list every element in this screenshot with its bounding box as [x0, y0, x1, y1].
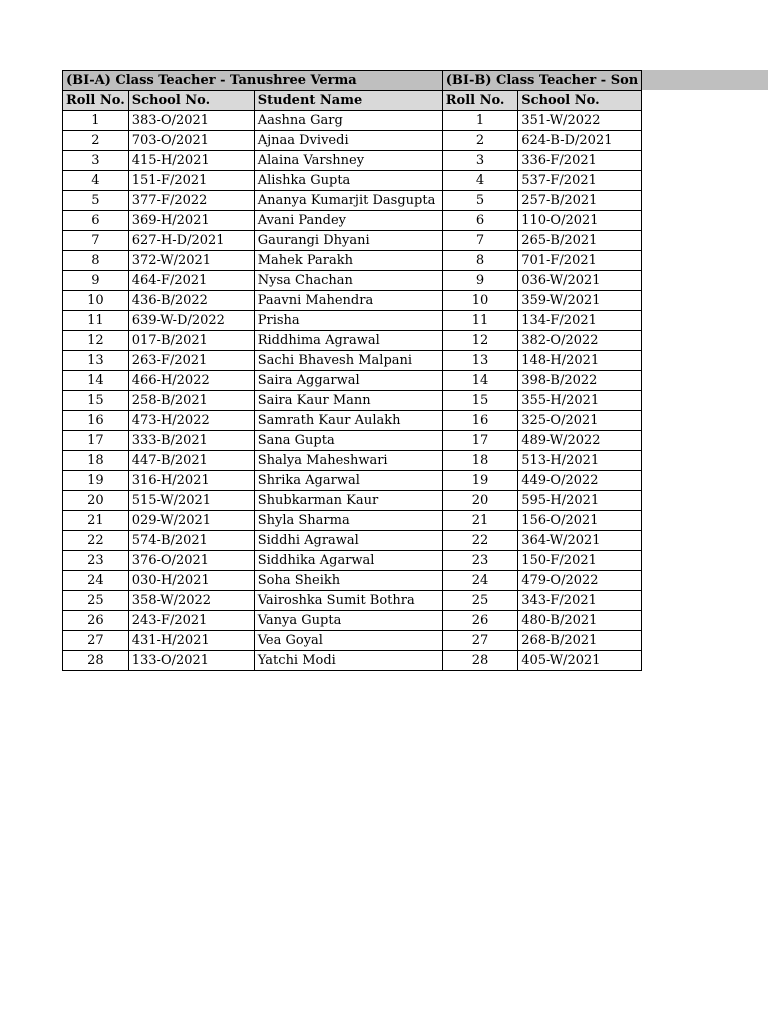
school-a-cell: 376-O/2021	[128, 551, 254, 571]
student-name-cell: Sachi Bhavesh Malpani	[254, 351, 442, 371]
roll-b-cell: 18	[442, 451, 517, 471]
roll-b-cell: 20	[442, 491, 517, 511]
col-header-name-a: Student Name	[254, 91, 442, 111]
roll-b-cell: 14	[442, 371, 517, 391]
school-a-cell: 369-H/2021	[128, 211, 254, 231]
table-row	[63, 251, 642, 271]
roll-a-cell: 8	[63, 251, 129, 271]
roll-b-cell: 27	[442, 631, 517, 651]
roll-b-cell: 3	[442, 151, 517, 171]
table-row	[63, 331, 642, 351]
school-b-cell: 479-O/2022	[518, 571, 642, 591]
school-a-cell: 263-F/2021	[128, 351, 254, 371]
roll-b-cell: 9	[442, 271, 517, 291]
table-row	[63, 571, 642, 591]
table-row	[63, 111, 642, 131]
school-b-cell: 382-O/2022	[518, 331, 642, 351]
table-row	[63, 491, 642, 511]
student-name-cell: Yatchi Modi	[254, 651, 442, 671]
table-row	[63, 411, 642, 431]
roll-a-cell: 18	[63, 451, 129, 471]
student-name-cell: Ajnaa Dvivedi	[254, 131, 442, 151]
table-row	[63, 471, 642, 491]
table-row	[63, 211, 642, 231]
school-b-cell: 595-H/2021	[518, 491, 642, 511]
student-name-cell: Sana Gupta	[254, 431, 442, 451]
roll-b-cell: 15	[442, 391, 517, 411]
roll-a-cell: 14	[63, 371, 129, 391]
class-list-sheet	[62, 70, 642, 671]
school-b-cell: 449-O/2022	[518, 471, 642, 491]
table-row	[63, 591, 642, 611]
school-b-cell: 355-H/2021	[518, 391, 642, 411]
roll-b-cell: 16	[442, 411, 517, 431]
school-a-cell: 258-B/2021	[128, 391, 254, 411]
table-row	[63, 311, 642, 331]
table-row	[63, 151, 642, 171]
student-name-cell: Saira Kaur Mann	[254, 391, 442, 411]
roll-b-cell: 21	[442, 511, 517, 531]
roll-a-cell: 19	[63, 471, 129, 491]
roll-a-cell: 7	[63, 231, 129, 251]
student-name-cell: Vanya Gupta	[254, 611, 442, 631]
school-b-cell: 359-W/2021	[518, 291, 642, 311]
table-row	[63, 271, 642, 291]
school-b-cell: 398-B/2022	[518, 371, 642, 391]
school-a-cell: 431-H/2021	[128, 631, 254, 651]
col-header-roll-b: Roll No.	[442, 91, 517, 111]
roll-b-cell: 19	[442, 471, 517, 491]
school-a-cell: 464-F/2021	[128, 271, 254, 291]
school-b-cell: 110-O/2021	[518, 211, 642, 231]
roll-a-cell: 6	[63, 211, 129, 231]
table-row	[63, 531, 642, 551]
student-name-cell: Aashna Garg	[254, 111, 442, 131]
table-row	[63, 351, 642, 371]
roll-a-cell: 25	[63, 591, 129, 611]
student-name-cell: Nysa Chachan	[254, 271, 442, 291]
table-row	[63, 191, 642, 211]
school-a-cell: 515-W/2021	[128, 491, 254, 511]
school-b-cell: 701-F/2021	[518, 251, 642, 271]
school-b-cell: 489-W/2022	[518, 431, 642, 451]
table-row	[63, 511, 642, 531]
roll-b-cell: 1	[442, 111, 517, 131]
table-row	[63, 391, 642, 411]
school-a-cell: 372-W/2021	[128, 251, 254, 271]
roll-a-cell: 21	[63, 511, 129, 531]
student-name-cell: Soha Sheikh	[254, 571, 442, 591]
table-row	[63, 611, 642, 631]
roll-b-cell: 13	[442, 351, 517, 371]
student-name-cell: Shyla Sharma	[254, 511, 442, 531]
roll-a-cell: 20	[63, 491, 129, 511]
school-a-cell: 627-H-D/2021	[128, 231, 254, 251]
roll-a-cell: 1	[63, 111, 129, 131]
section-b-title: (BI-B) Class Teacher - Son	[442, 71, 641, 91]
roll-b-cell: 8	[442, 251, 517, 271]
roll-b-cell: 5	[442, 191, 517, 211]
school-a-cell: 447-B/2021	[128, 451, 254, 471]
school-a-cell: 133-O/2021	[128, 651, 254, 671]
roll-b-cell: 26	[442, 611, 517, 631]
school-a-cell: 415-H/2021	[128, 151, 254, 171]
school-b-cell: 364-W/2021	[518, 531, 642, 551]
student-name-cell: Mahek Parakh	[254, 251, 442, 271]
header-row	[63, 91, 642, 111]
school-b-cell: 148-H/2021	[518, 351, 642, 371]
school-b-cell: 513-H/2021	[518, 451, 642, 471]
col-header-roll-a: Roll No.	[63, 91, 129, 111]
school-b-cell: 156-O/2021	[518, 511, 642, 531]
roll-a-cell: 2	[63, 131, 129, 151]
student-name-cell: Avani Pandey	[254, 211, 442, 231]
roll-a-cell: 27	[63, 631, 129, 651]
roll-a-cell: 15	[63, 391, 129, 411]
table-row	[63, 291, 642, 311]
table-row	[63, 231, 642, 251]
school-a-cell: 243-F/2021	[128, 611, 254, 631]
roll-b-cell: 22	[442, 531, 517, 551]
table-row	[63, 551, 642, 571]
student-name-cell: Vairoshka Sumit Bothra	[254, 591, 442, 611]
roll-a-cell: 22	[63, 531, 129, 551]
roll-a-cell: 24	[63, 571, 129, 591]
roll-a-cell: 3	[63, 151, 129, 171]
student-name-cell: Shalya Maheshwari	[254, 451, 442, 471]
roll-a-cell: 17	[63, 431, 129, 451]
roll-a-cell: 10	[63, 291, 129, 311]
roll-b-cell: 6	[442, 211, 517, 231]
roll-b-cell: 10	[442, 291, 517, 311]
roll-b-cell: 28	[442, 651, 517, 671]
student-name-cell: Saira Aggarwal	[254, 371, 442, 391]
school-b-cell: 537-F/2021	[518, 171, 642, 191]
student-name-cell: Gaurangi Dhyani	[254, 231, 442, 251]
section-a-title: (BI-A) Class Teacher - Tanushree Verma	[63, 71, 443, 91]
school-a-cell: 574-B/2021	[128, 531, 254, 551]
roll-b-cell: 24	[442, 571, 517, 591]
student-name-cell: Prisha	[254, 311, 442, 331]
school-a-cell: 333-B/2021	[128, 431, 254, 451]
roll-b-cell: 11	[442, 311, 517, 331]
roll-b-cell: 17	[442, 431, 517, 451]
col-header-school-b: School No.	[518, 91, 642, 111]
roll-b-cell: 4	[442, 171, 517, 191]
school-a-cell: 703-O/2021	[128, 131, 254, 151]
roll-b-cell: 12	[442, 331, 517, 351]
school-a-cell: 436-B/2022	[128, 291, 254, 311]
roll-a-cell: 5	[63, 191, 129, 211]
roll-a-cell: 23	[63, 551, 129, 571]
school-a-cell: 466-H/2022	[128, 371, 254, 391]
school-a-cell: 151-F/2021	[128, 171, 254, 191]
table-row	[63, 371, 642, 391]
table-row	[63, 651, 642, 671]
school-b-cell: 134-F/2021	[518, 311, 642, 331]
school-a-cell: 383-O/2021	[128, 111, 254, 131]
student-name-cell: Samrath Kaur Aulakh	[254, 411, 442, 431]
student-name-cell: Riddhima Agrawal	[254, 331, 442, 351]
school-b-cell: 150-F/2021	[518, 551, 642, 571]
school-a-cell: 029-W/2021	[128, 511, 254, 531]
roll-a-cell: 28	[63, 651, 129, 671]
roll-a-cell: 11	[63, 311, 129, 331]
col-header-school-a: School No.	[128, 91, 254, 111]
table-row	[63, 451, 642, 471]
roll-a-cell: 16	[63, 411, 129, 431]
school-b-cell: 624-B-D/2021	[518, 131, 642, 151]
student-name-cell: Siddhi Agrawal	[254, 531, 442, 551]
school-a-cell: 377-F/2022	[128, 191, 254, 211]
table-row	[63, 431, 642, 451]
student-name-cell: Shrika Agarwal	[254, 471, 442, 491]
school-b-cell: 325-O/2021	[518, 411, 642, 431]
school-a-cell: 017-B/2021	[128, 331, 254, 351]
table-row	[63, 631, 642, 651]
roll-a-cell: 13	[63, 351, 129, 371]
roll-b-cell: 25	[442, 591, 517, 611]
school-b-cell: 343-F/2021	[518, 591, 642, 611]
school-a-cell: 473-H/2022	[128, 411, 254, 431]
student-name-cell: Vea Goyal	[254, 631, 442, 651]
student-name-cell: Ananya Kumarjit Dasgupta	[254, 191, 442, 211]
school-b-cell: 268-B/2021	[518, 631, 642, 651]
school-a-cell: 316-H/2021	[128, 471, 254, 491]
roll-a-cell: 9	[63, 271, 129, 291]
school-b-cell: 336-F/2021	[518, 151, 642, 171]
student-name-cell: Alaina Varshney	[254, 151, 442, 171]
student-name-cell: Siddhika Agarwal	[254, 551, 442, 571]
roll-b-cell: 7	[442, 231, 517, 251]
roll-a-cell: 26	[63, 611, 129, 631]
school-a-cell: 358-W/2022	[128, 591, 254, 611]
title-row	[63, 71, 642, 91]
student-name-cell: Shubkarman Kaur	[254, 491, 442, 511]
school-b-cell: 036-W/2021	[518, 271, 642, 291]
school-a-cell: 639-W-D/2022	[128, 311, 254, 331]
roll-b-cell: 23	[442, 551, 517, 571]
school-b-cell: 265-B/2021	[518, 231, 642, 251]
school-b-cell: 480-B/2021	[518, 611, 642, 631]
school-b-cell: 405-W/2021	[518, 651, 642, 671]
student-name-cell: Paavni Mahendra	[254, 291, 442, 311]
roll-b-cell: 2	[442, 131, 517, 151]
table-row	[63, 131, 642, 151]
school-b-cell: 351-W/2022	[518, 111, 642, 131]
school-b-cell: 257-B/2021	[518, 191, 642, 211]
roll-a-cell: 12	[63, 331, 129, 351]
roll-a-cell: 4	[63, 171, 129, 191]
school-a-cell: 030-H/2021	[128, 571, 254, 591]
table-row	[63, 171, 642, 191]
student-name-cell: Alishka Gupta	[254, 171, 442, 191]
